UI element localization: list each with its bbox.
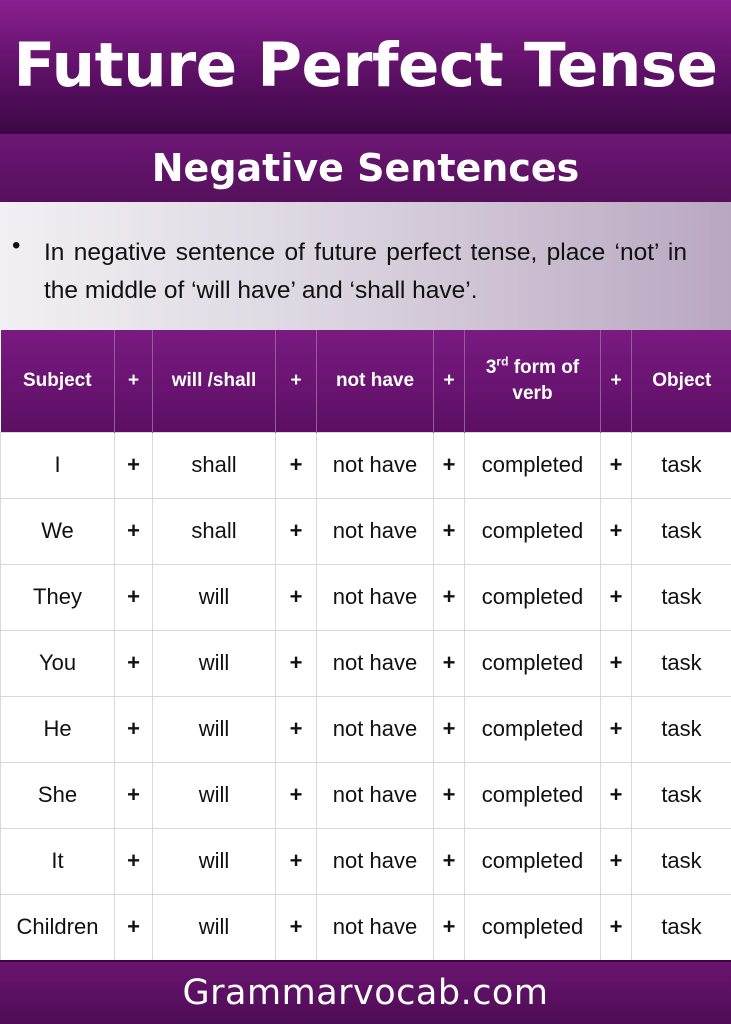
header-object: Object — [632, 330, 731, 432]
table-row — [1, 762, 731, 828]
header-verb-superscript: rd — [496, 354, 509, 369]
cell-verb: completed — [465, 894, 601, 960]
cell-negation: not have — [317, 696, 434, 762]
cell-plus-sign: + — [276, 564, 317, 630]
cell-plus-sign: + — [115, 630, 153, 696]
header-verb-rest: form of verb — [508, 356, 580, 404]
cell-subject: They — [1, 564, 115, 630]
cell-plus-sign: + — [601, 828, 632, 894]
table-row — [1, 564, 731, 630]
cell-verb: completed — [465, 696, 601, 762]
cell-plus-sign: + — [115, 432, 153, 498]
cell-verb: completed — [465, 564, 601, 630]
cell-object: task — [632, 828, 731, 894]
cell-auxiliary: will — [153, 828, 276, 894]
cell-plus-sign: + — [115, 696, 153, 762]
table-row — [1, 894, 731, 960]
cell-verb: completed — [465, 828, 601, 894]
cell-plus-sign: + — [115, 564, 153, 630]
title-banner — [0, 0, 731, 131]
cell-negation: not have — [317, 762, 434, 828]
header-will-shall: will /shall — [153, 330, 276, 432]
site-name: Grammarvocab.com — [182, 973, 549, 1013]
subtitle-banner — [0, 131, 731, 202]
cell-plus-sign: + — [276, 828, 317, 894]
cell-plus-sign: + — [601, 696, 632, 762]
header-plus: + — [115, 330, 153, 432]
cell-negation: not have — [317, 432, 434, 498]
cell-auxiliary: shall — [153, 498, 276, 564]
cell-auxiliary: shall — [153, 432, 276, 498]
cell-negation: not have — [317, 828, 434, 894]
rule-note — [0, 202, 731, 330]
footer-banner — [0, 960, 731, 1024]
cell-plus-sign: + — [434, 630, 465, 696]
cell-subject: He — [1, 696, 115, 762]
cell-object: task — [632, 762, 731, 828]
cell-plus-sign: + — [601, 894, 632, 960]
header-subject: Subject — [1, 330, 115, 432]
cell-object: task — [632, 498, 731, 564]
header-not-have: not have — [317, 330, 434, 432]
cell-plus-sign: + — [434, 432, 465, 498]
cell-plus-sign: + — [115, 762, 153, 828]
table-row — [1, 432, 731, 498]
cell-auxiliary: will — [153, 894, 276, 960]
cell-plus-sign: + — [276, 498, 317, 564]
cell-negation: not have — [317, 564, 434, 630]
header-plus: + — [434, 330, 465, 432]
cell-plus-sign: + — [601, 432, 632, 498]
cell-auxiliary: will — [153, 630, 276, 696]
cell-object: task — [632, 894, 731, 960]
cell-auxiliary: will — [153, 564, 276, 630]
cell-subject: It — [1, 828, 115, 894]
cell-plus-sign: + — [276, 630, 317, 696]
table-row — [1, 498, 731, 564]
bullet-icon: • — [12, 232, 21, 259]
cell-plus-sign: + — [601, 564, 632, 630]
table-row — [1, 828, 731, 894]
cell-plus-sign: + — [115, 894, 153, 960]
page-subtitle: Negative Sentences — [151, 146, 580, 190]
cell-plus-sign: + — [434, 498, 465, 564]
cell-negation: not have — [317, 894, 434, 960]
cell-subject: We — [1, 498, 115, 564]
header-verb-number: 3 — [485, 356, 497, 378]
table-header-row — [1, 330, 731, 432]
cell-subject: Children — [1, 894, 115, 960]
cell-negation: not have — [317, 498, 434, 564]
cell-plus-sign: + — [276, 894, 317, 960]
cell-verb: completed — [465, 762, 601, 828]
cell-subject: You — [1, 630, 115, 696]
cell-negation: not have — [317, 630, 434, 696]
cell-object: task — [632, 564, 731, 630]
cell-auxiliary: will — [153, 762, 276, 828]
cell-plus-sign: + — [601, 498, 632, 564]
rule-note-text: In negative sentence of future perfect tense, place ‘not’ in the middle of ‘will have’ and ‘shall have’. — [44, 239, 687, 304]
cell-subject: I — [1, 432, 115, 498]
cell-plus-sign: + — [601, 762, 632, 828]
cell-plus-sign: + — [434, 828, 465, 894]
header-verb-form — [465, 330, 601, 432]
cell-plus-sign: + — [115, 828, 153, 894]
cell-plus-sign: + — [276, 762, 317, 828]
cell-object: task — [632, 630, 731, 696]
cell-plus-sign: + — [434, 762, 465, 828]
cell-plus-sign: + — [434, 696, 465, 762]
cell-verb: completed — [465, 498, 601, 564]
cell-plus-sign: + — [115, 498, 153, 564]
table-row — [1, 630, 731, 696]
cell-object: task — [632, 696, 731, 762]
cell-verb: completed — [465, 630, 601, 696]
cell-object: task — [632, 432, 731, 498]
cell-verb: completed — [465, 432, 601, 498]
cell-plus-sign: + — [434, 894, 465, 960]
structure-table — [0, 330, 731, 961]
table-row — [1, 696, 731, 762]
cell-auxiliary: will — [153, 696, 276, 762]
header-plus: + — [601, 330, 632, 432]
cell-plus-sign: + — [601, 630, 632, 696]
cell-plus-sign: + — [434, 564, 465, 630]
header-plus: + — [276, 330, 317, 432]
cell-subject: She — [1, 762, 115, 828]
cell-plus-sign: + — [276, 432, 317, 498]
cell-plus-sign: + — [276, 696, 317, 762]
page-title: Future Perfect Tense — [13, 30, 718, 101]
